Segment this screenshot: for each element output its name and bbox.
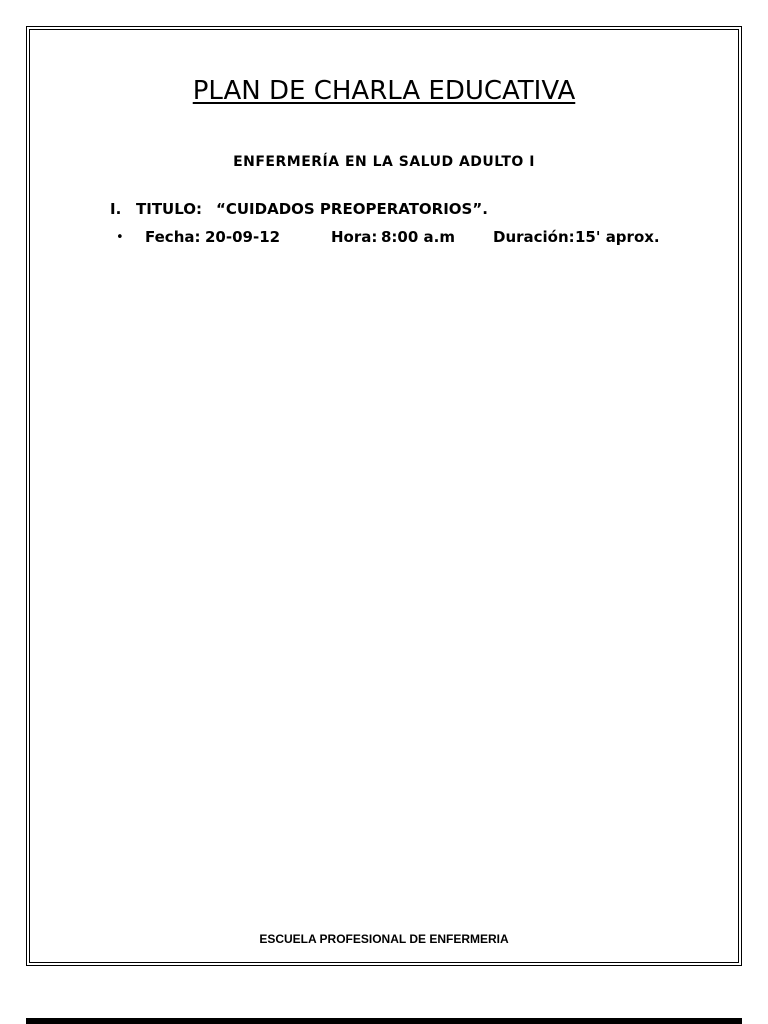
duracion-value: 15' aprox. — [575, 228, 660, 246]
document-subtitle: ENFERMERÍA EN LA SALUD ADULTO I — [233, 154, 535, 170]
bullet-marker: • — [116, 230, 124, 245]
fecha-value: 20-09-12 — [205, 228, 281, 246]
section-1-value: “CUIDADOS PREOPERATORIOS”. — [216, 200, 488, 218]
hora-value: 8:00 a.m — [381, 228, 455, 246]
footer-school-name: ESCUELA PROFESIONAL DE ENFERMERIA — [259, 932, 509, 946]
document-title: PLAN DE CHARLA EDUCATIVA — [192, 76, 576, 106]
fecha-label: Fecha: — [145, 228, 201, 246]
section-1-label: TITULO: — [136, 200, 202, 218]
duracion-label: Duración: — [493, 228, 575, 246]
next-page-top-border — [26, 1018, 742, 1024]
section-1-numeral: I. — [110, 200, 122, 218]
hora-label: Hora: — [331, 228, 378, 246]
